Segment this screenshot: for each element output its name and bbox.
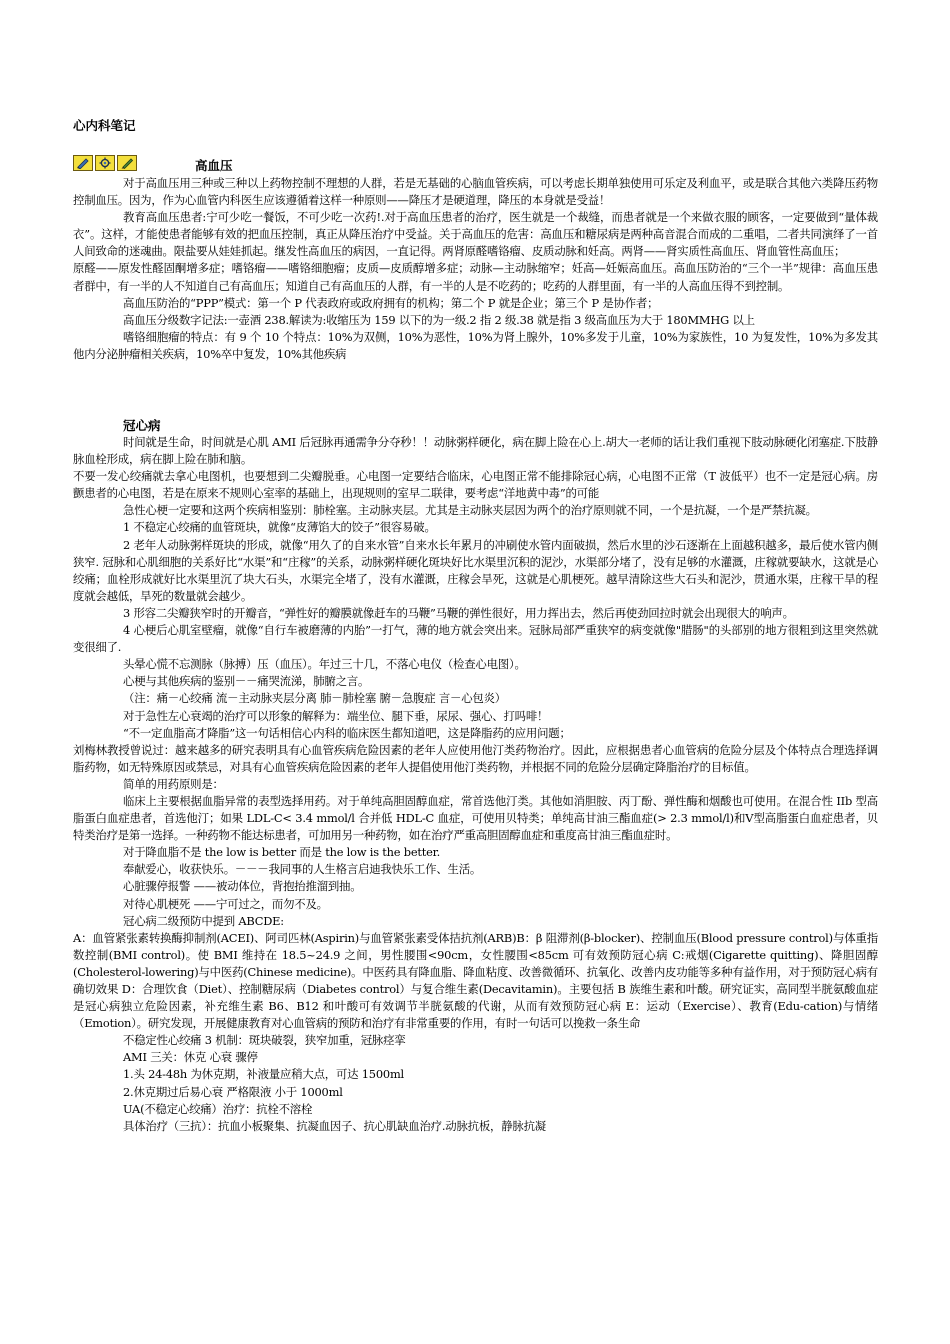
- paragraph: 教育高血压患者:宁可少吃一餐饭，不可少吃一次药!.对于高血压患者的治疗，医生就是一个裁缝，而患者就是一个来做衣服的顾客，一定要做到“量体裁衣”。这样，才能使患者能够有效的把血压控制，真正从降压治疗中受益。关于高血压的危害：高血压和糖尿病是两种高音混合而成的二重唱，二者共同演绎了一首人间致命的迷魂曲。限盐要从娃娃抓起。继发性高血压的病因，一直记得。两肾原醛嗜铬瘤、皮质动脉和妊高。两肾——肾实质性高血压、肾血管性高血压；: [73, 210, 878, 259]
- paragraph: 对于降血脂不是 the low is better 而是 the low is the better.: [123, 845, 441, 860]
- paragraph: 4 心梗后心肌室壁瘤，就像“自行车被磨薄的内胎”一打气，薄的地方就会突出来。冠脉局部严重狭窄的病变就像"腊肠"的头部别的地方很粗到这里突然就变很细了.: [73, 623, 878, 655]
- paragraph: 不稳定性心绞痛 3 机制：斑块破裂，狭窄加重，冠脉痉挛: [123, 1033, 406, 1048]
- paragraph: 2.休克期过后易心衰 严格限液 小于 1000ml: [123, 1084, 343, 1099]
- paragraph: 具体治疗（三抗）：抗血小板聚集、抗凝血因子、抗心肌缺血治疗.动脉抗板，静脉抗凝: [123, 1118, 546, 1133]
- paragraph: 冠心病二级预防中提到 ABCDE:: [123, 913, 284, 928]
- yellow-gear-icon[interactable]: [95, 155, 115, 171]
- paragraph: UA(不稳定心绞痛）治疗：抗栓不溶栓: [123, 1101, 313, 1116]
- paragraph: 高血压分级数字记法:一壶酒 238.解读为:收缩压为 159 以下的为一级.2 指 2 级.38 就是指 3 级高血压为大于 180MMHG 以上: [123, 312, 755, 327]
- coronary-heading: 冠心病: [123, 418, 161, 433]
- paragraph: （注：痛－心绞痛 流－主动脉夹层分离 肺－肺栓塞 腑－急腹症 言－心包炎）: [123, 691, 506, 706]
- document-title: 心内科笔记: [73, 118, 136, 133]
- paragraph: 3 形容二尖瓣狭窄时的开瓣音，“弹性好的瓣膜就像赶车的马鞭”马鞭的弹性很好，用力挥出去，然后再使劲回拉时就会出现很大的响声。: [123, 605, 794, 620]
- paragraph: 奉献爱心，收获快乐。－－－我同事的人生格言启迪我快乐工作、生活。: [123, 862, 482, 877]
- paragraph: 心梗与其他疾病的鉴别－－痛哭流涕，肺腑之言。: [123, 674, 370, 689]
- paragraph: 原醛——原发性醛固酮增多症；嗜铬瘤——嗜铬细胞瘤；皮质—皮质醇增多症；动脉—主动脉缩窄；妊高—妊娠高血压。高血压防治的“三个一半”规律：高血压患者群中，有一半的人不知道自己有高血压；知道自己有高血压的人群，有一半的人是不吃药的；吃药的人群里面，有一半的人高血压得不到控制。: [73, 261, 878, 293]
- yellow-pen-icon[interactable]: [117, 155, 137, 171]
- hypertension-section: [73, 175, 878, 363]
- paragraph: 高血压防治的“PPP”模式：第一个 P 代表政府或政府拥有的机构；第二个 P 就是企业；第三个 P 是协作者；: [123, 295, 659, 310]
- paragraph: A：血管紧张素转换酶抑制剂(ACEI)、阿司匹林(Aspirin)与血管紧张素受体拮抗剂(ARB)B：β 阻滞剂(β-blocker)、控制血压(Blood pressure control)与体重指数控制(BMI control)。使 BMI 维持在 18.5~24.9 之间，男性腰围<90cm，女性腰围<85cm 可有效预防冠心病 C:戒烟(Cigarette quitting)、降胆固醇(Cholesterol-lowering)与中医药(Chinese medicine)。中医药具有降血脂、降血粘度、改善微循环、抗氧化、改善内皮功能等多种有益作用，对于预防冠心病有确切效果 D：合理饮食（Diet）、控制糖尿病（Diabetes control）与复合维生素(Decavitamin)。主要包括 B 族维生素和叶酸。研究证实，高同型半胱氨酸血症是冠心病独立危险因素，补充维生素 B6、B12 和叶酸可有效调节半胱氨酸的代谢，从而有效预防冠心病 E：运动（Exercise）、教育(Edu-cation)与情绪（Emotion）。研究发现，开展健康教育对心血管病的预防和治疗有非常重要的作用，有时一句话可以挽救一条生命: [73, 930, 878, 1031]
- coronary-section: [73, 434, 878, 1135]
- paragraph: 简单的用药原则是：: [123, 776, 224, 791]
- paragraph: 2 老年人动脉粥样斑块的形成，就像“用久了的自来水管”自来水长年累月的冲刷使水管内面破损，然后水里的沙石逐渐在上面越积越多，最后使水管内侧狭窄. 冠脉和心肌细胞的关系好比“水渠”和“庄稼”的关系，动脉粥样硬化斑块好比水渠里沉积的泥沙，水渠部分堵了，没有足够的水灌溉，庄稼就要缺水，这就是心绞痛；血栓形成就好比水渠里沉了块大石头，水渠完全堵了，没有水灌溉，庄稼会旱死，这就是心肌梗死。越早清除这些大石头和泥沙，贯通水渠，庄稼干旱的程度就会越低，旱死的数量就会越少。: [73, 537, 878, 603]
- hypertension-heading: 高血压: [195, 158, 233, 173]
- paragraph: AMI 三关：休克 心衰 骤停: [123, 1050, 258, 1065]
- paragraph: 1 不稳定心绞痛的血管斑块，就像“皮薄馅大的饺子”很容易破。: [123, 520, 436, 535]
- paragraph: 急性心梗一定要和这两个疾病相鉴别：肺栓塞。主动脉夹层。尤其是主动脉夹层因为两个的治疗原则就不同，一个是抗凝，一个是严禁抗凝。: [123, 503, 817, 518]
- paragraph: 对于急性左心衰竭的治疗可以形象的解释为：端坐位、腿下垂，尿尿、强心、打吗啡！: [123, 708, 549, 723]
- paragraph: 1.头 24-48h 为休克期，补液量应稍大点，可达 1500ml: [123, 1067, 404, 1082]
- paragraph: 对待心肌梗死 ——宁可过之，而勿不及。: [123, 896, 328, 911]
- paragraph: 刘梅林教授曾说过：越来越多的研究表明具有心血管疾病危险因素的老年人应使用他汀类药物治疗。因此，应根据患者心血管病的危险分层及个体特点合理选择调脂药物，如无特殊原因或禁忌，对具有心血管疾病危险因素的老年人提倡使用他汀类药物，并根据不同的危险分层确定降脂治疗的目标值。: [73, 742, 878, 774]
- yellow-pencil-icon[interactable]: [73, 155, 93, 171]
- toolbar-icons: [73, 155, 137, 171]
- paragraph: 头晕心慌不忘测脉（脉搏）压（血压）。年过三十几，不落心电仪（检查心电图）。: [123, 657, 526, 672]
- paragraph: 临床上主要根据血脂异常的表型选择用药。对于单纯高胆固醇血症，常首选他汀类。其他如消胆胺、丙丁酚、弹性酶和烟酸也可使用。在混合性 IIb 型高脂蛋白血症患者，首选他汀；如果 LDL-C< 3.4 mmol/l 合并低 HDL-C 血症，可使用贝特类；单纯高甘油三酯血症(> 2.3 mmol/l)和Ⅴ型高脂蛋白血症患者，贝特类治疗是第一选择。一种药物不能达标患者，可加用另一种药物，如在治疗严重高胆固醇血症和重度高甘油三酯血症时。: [73, 793, 878, 843]
- paragraph: 对于高血压用三种或三种以上药物控制不理想的人群，若是无基础的心脑血管疾病，可以考虑长期单独使用可乐定及利血平，或是联合其他六类降压药物控制血压。因为，作为心血管内科医生应该遵循着这样一种原则——降压才是硬道理，降压的本身就是受益！: [73, 176, 878, 208]
- paragraph: 时间就是生命，时间就是心肌 AMI 后冠脉再通需争分夺秒！！动脉粥样硬化，病在脚上险在心上.胡大一老师的话让我们重视下肢动脉硬化闭塞症.下肢静脉血栓形成，病在脚上险在肺和脑。: [73, 435, 878, 467]
- paragraph: 心脏骤停报警 ——被动体位，背抱抬推溜到抽。: [123, 879, 362, 894]
- paragraph: “不一定血脂高才降脂”这一句话相信心内科的临床医生都知道吧，这是降脂药的应用问题；: [123, 725, 571, 740]
- paragraph: 不要一发心绞痛就去拿心电图机，也要想到二尖瓣脱垂。心电图一定要结合临床，心电图正常不能排除冠心病，心电图不正常（T 波低平）也不一定是冠心病。房颤患者的心电图，若是在原来不规则心室率的基础上，出现规则的室早二联律，要考虑“洋地黄中毒”的可能: [73, 469, 878, 501]
- paragraph: 嗜铬细胞瘤的特点：有 9 个 10 个特点：10%为双侧，10%为恶性，10%为肾上腺外，10%多发于儿童，10%为家族性，10 为复发性，10%为多发其他内分泌肿瘤相关疾病，10%卒中复发，10%其他疾病: [73, 329, 878, 361]
